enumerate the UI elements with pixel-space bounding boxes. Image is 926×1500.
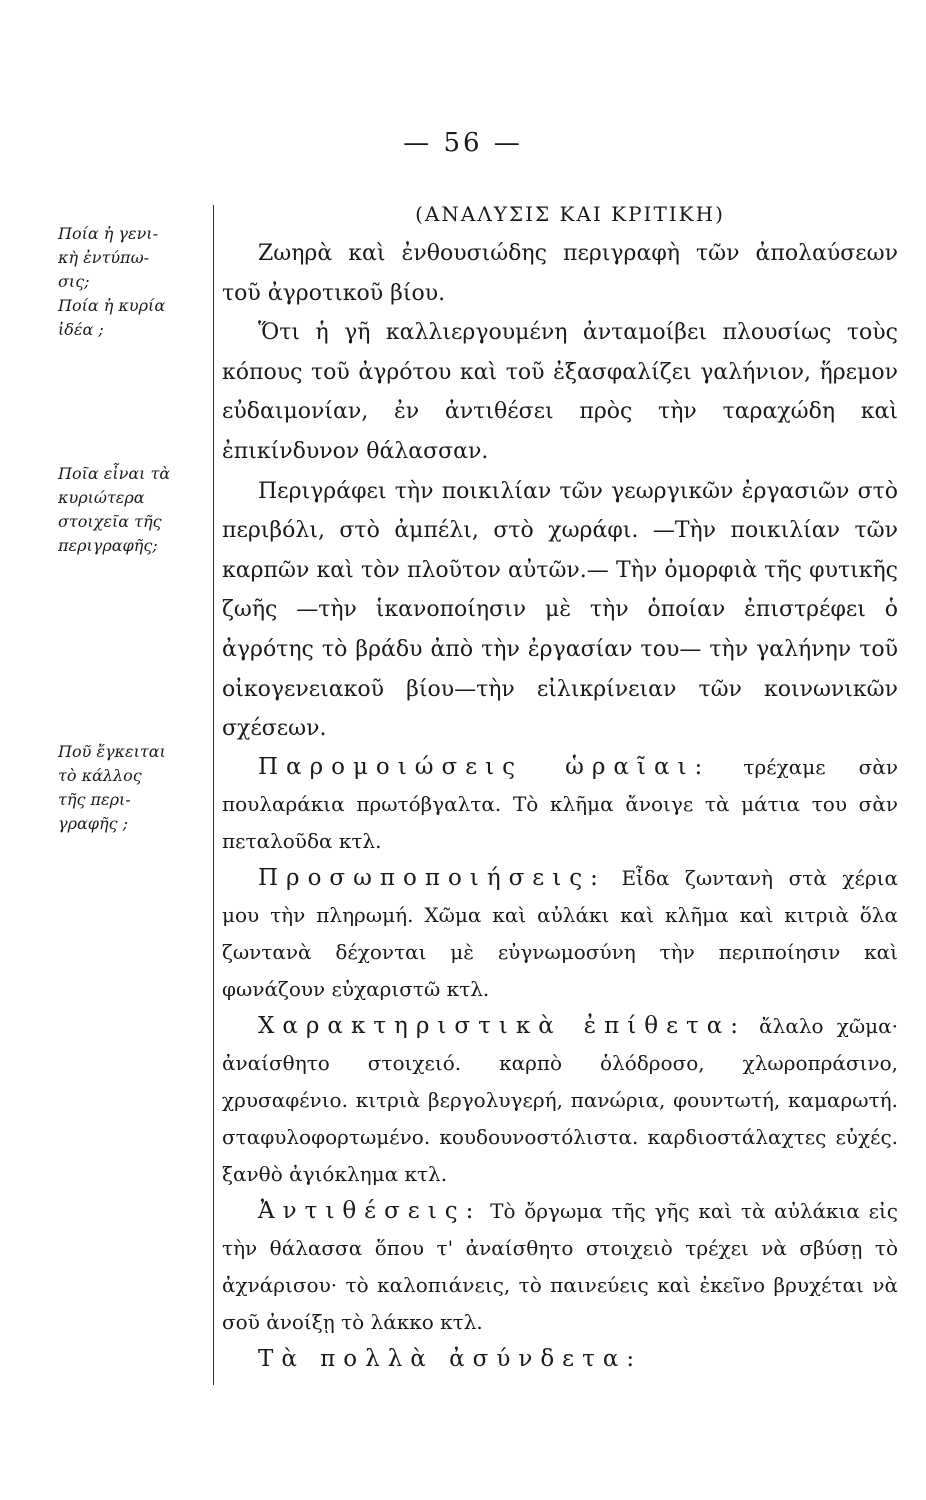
margin-note-line: περιγραφῆς;	[58, 536, 158, 555]
margin-note-line: Ποία ἡ γενι-	[58, 224, 158, 243]
antitheses-label: Ἀντιθέσεις:	[258, 1197, 482, 1224]
epithets-label: Χαρακτηριστικὰ ἐπίθετα:	[258, 1012, 747, 1039]
paragraph-main-idea: Ὅτι ἡ γῆ καλλιεργουμένη ἀνταμοίβει πλουσίως τοὺς κόπους τοῦ ἀγρότου καὶ τοῦ ἐξασφαλίζει γαλήνιον, ἥρεμον εὐδαιμονίαν, ἐν ἀντιθέσει πρὸς τὴν ταραχώδη καὶ ἐπικίνδυνον θάλασσαν.	[222, 320, 898, 464]
epithets-text: ἄλαλο χῶμα· ἀναίσθητο στοιχειό. καρπὸ ὁλόδροσο, χλωροπράσινο, χρυσαφένιο. κιτριὰ βεργολυγερή, πανώρια, φουντωτή, καμαρωτή. σταφυλοφορτωμένο. κουδουνοστόλιστα. καρδιοστάλαχτες εὐχές. ξανθὸ ἀγιόκλημα κτλ.	[222, 1013, 898, 1186]
paragraph-similes	[222, 749, 898, 860]
margin-note-line: κὴ ἐντύπω-	[58, 248, 150, 267]
paragraph-elements: Περιγράφει τὴν ποικιλίαν τῶν γεωργικῶν ἐργασιῶν στὸ περιβόλι, στὸ ἀμπέλι, στὸ χωράφι. —Τὴν ποικιλίαν τῶν καρπῶν καὶ τὸν πλοῦτον αὐτῶν.— Τὴν ὀμορφιὰ τῆς φυτικῆς ζωῆς —τὴν ἱκανοποίησιν μὲ τὴν ὁποίαν ἐπιστρέφει ὁ ἀγρότης τὸ βράδυ ἀπὸ τὴν ἐργασίαν του— τὴν γαλήνην τοῦ οἰκογενειακοῦ βίου—τὴν εἰλικρίνειαν τῶν κοινωνικῶν σχέσεων.	[222, 478, 898, 742]
paragraph-personifications	[222, 860, 898, 1008]
paragraph-asyndeta	[222, 1341, 898, 1378]
margin-note-main-elements	[58, 462, 208, 558]
personifications-label: Προσωποποιήσεις:	[258, 864, 606, 891]
section-heading: (ΑΝΑΛΥΣΙΣ ΚΑΙ ΚΡΙΤΙΚΗ)	[415, 202, 725, 226]
margin-note-line: ἰδέα ;	[58, 320, 104, 339]
margin-note-line: Ποῦ ἔγκειται	[58, 742, 166, 761]
paragraph-epithets	[222, 1008, 898, 1193]
margin-note-general-impression	[58, 222, 208, 342]
paragraph-summary: Ζωηρὰ καὶ ἐνθουσιώδης περιγραφὴ τῶν ἀπολαύσεων τοῦ ἀγροτικοῦ βίου.	[222, 241, 898, 306]
margin-note-line: γραφῆς ;	[58, 814, 128, 833]
margin-divider	[213, 205, 214, 1385]
margin-note-line: τὸ κάλλος	[58, 766, 142, 785]
similes-text: τρέχαμε σὰν πουλαράκια πρωτόβγαλτα. Τὸ κλῆμα ἄνοιγε τὰ μάτια του σὰν πεταλοῦδα κτλ.	[222, 754, 899, 853]
personifications-text: Εἶδα ζωντανὴ στὰ χέρια μου τὴν πληρωμή. Χῶμα καὶ αὐλάκι καὶ κλῆμα καὶ κιτριὰ ὅλα ζωντανὰ δέχονται μὲ εὐγνωμοσύνη τὴν περιποίησιν καὶ φωνάζουν εὐχαριστῶ κτλ.	[222, 865, 898, 1001]
margin-note-line: τῆς περι-	[58, 790, 131, 809]
margin-note-line: σις;	[58, 272, 90, 291]
similes-label: Παρομοιώσεις ὡραῖαι:	[258, 753, 711, 780]
paragraph-antitheses	[222, 1193, 898, 1341]
margin-note-line: στοιχεῖα τῆς	[58, 512, 162, 531]
main-text	[222, 196, 898, 1378]
asyndeta-label: Τὰ πολλὰ ἀσύνδετα:	[258, 1345, 643, 1372]
margin-note-beauty	[58, 740, 208, 836]
margin-note-line: Ποία ἡ κυρία	[58, 296, 166, 315]
margin-note-line: Ποῖα εἶναι τὰ	[58, 464, 171, 483]
margin-note-line: κυριώτερα	[58, 488, 145, 507]
page-number: — 56 —	[403, 128, 523, 158]
antitheses-text: Τὸ ὄργωμα τῆς γῆς καὶ τὰ αὐλάκια εἰς τὴν θάλασσα ὅπου τ' ἀναίσθητο στοιχειὸ τρέχει νὰ σβύσῃ τὸ ἀχνάρισου· τὸ καλοπιάνεις, τὸ παινεύεις καὶ ἐκεῖνο βρυχέται νὰ σοῦ ἀνοίξῃ τὸ λάκκο κτλ.	[222, 1198, 898, 1334]
